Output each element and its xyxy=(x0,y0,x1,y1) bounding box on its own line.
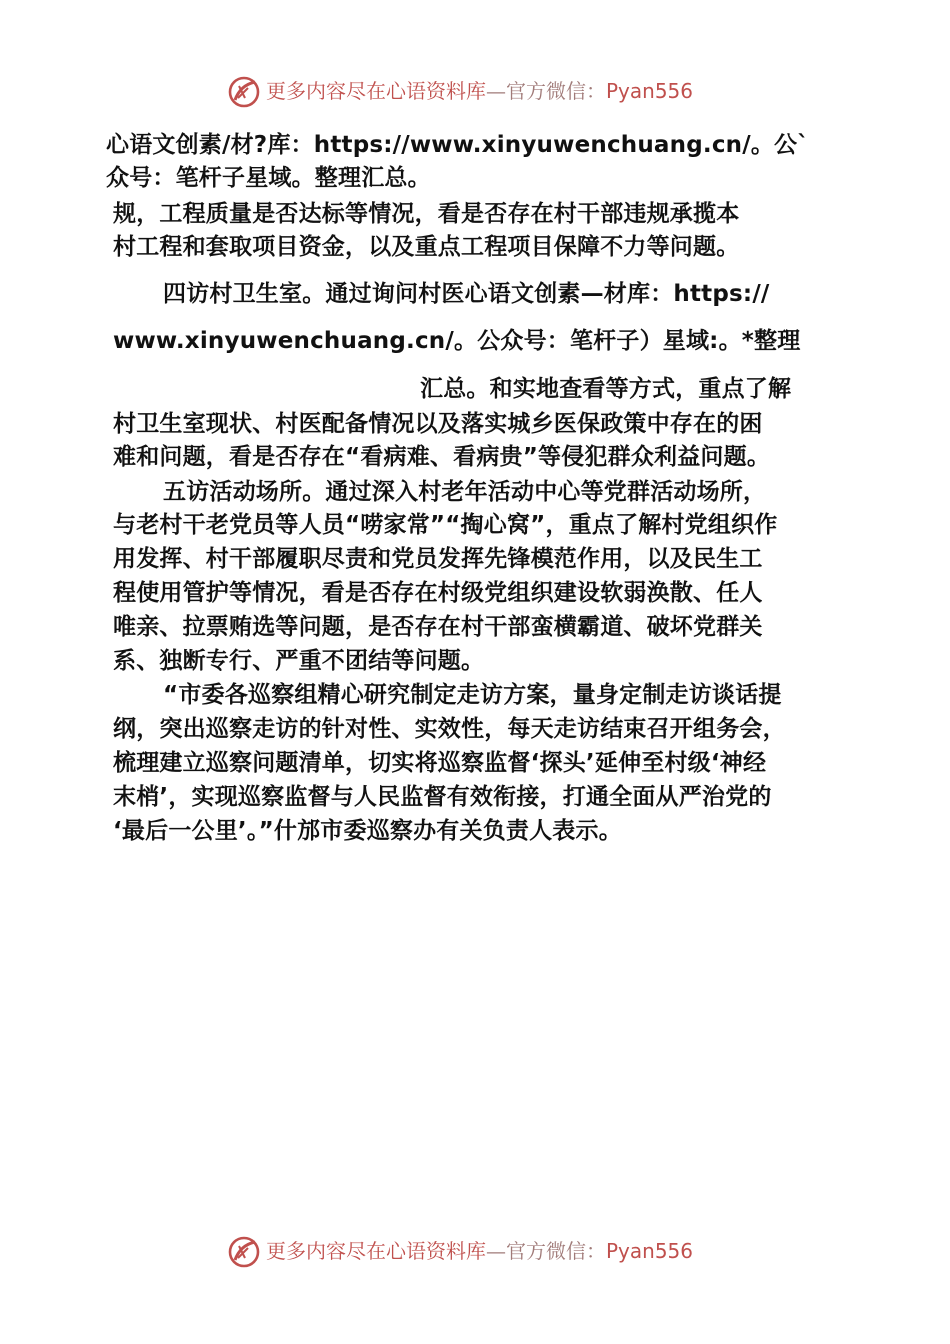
text-line: 汇总。和实地查看等方式，重点了解 xyxy=(420,376,792,402)
text-line: 程使用管护等情况，看是否存在村级党组织建设软弱涣散、任人 xyxy=(113,580,763,606)
watermark-separator: — xyxy=(486,1239,506,1263)
text-line: 村卫生室现状、村医配备情况以及落实城乡医保政策中存在的困 xyxy=(113,411,763,437)
logo-icon xyxy=(226,74,262,110)
text-line: 五访活动场所。通过深入村老年活动中心等党群活动场所， xyxy=(163,479,767,505)
text-line: 规，工程质量是否达标等情况，看是否存在村干部违规承揽本 xyxy=(113,201,740,227)
text-line: 与老村干老党员等人员“唠家常”“掏心窝”，重点了解村党组织作 xyxy=(113,512,778,538)
watermark-separator: — xyxy=(486,79,506,103)
watermark-text: 更多内容尽在心语资料库 xyxy=(266,1239,486,1263)
text-line: 心语文创素/材?库：https://www.xinyuwenchuang.cn/。公` xyxy=(106,132,809,158)
watermark-wechat-label: 官方微信： xyxy=(506,1239,606,1263)
watermark-header xyxy=(0,72,950,112)
text-line: 村工程和套取项目资金，以及重点工程项目保障不力等问题。 xyxy=(113,234,740,260)
text-line: www.xinyuwenchuang.cn/。公众号：笔杆子）星域:。*整理 xyxy=(113,328,801,354)
text-line: 末梢’，实现巡察监督与人民监督有效衔接，打通全面从严治党的 xyxy=(113,784,772,810)
watermark-wechat-id: Pyan556 xyxy=(606,79,694,103)
watermark-wechat-label: 官方微信： xyxy=(506,79,606,103)
text-line: 梳理建立巡察问题清单，切实将巡察监督‘探头’延伸至村级‘神经 xyxy=(113,750,767,776)
text-line: “市委各巡察组精心研究制定走访方案，量身定制走访谈话提 xyxy=(163,682,782,708)
watermark-text: 更多内容尽在心语资料库 xyxy=(266,79,486,103)
text-line: 众号：笔杆子星域。整理汇总。 xyxy=(106,165,431,191)
text-line: 用发挥、村干部履职尽责和党员发挥先锋模范作用，以及民生工 xyxy=(113,546,763,572)
watermark-footer xyxy=(0,1232,950,1272)
text-line: 难和问题，看是否存在“看病难、看病贵”等侵犯群众利益问题。 xyxy=(113,444,771,470)
text-line: ‘最后一公里’。”什邡市委巡察办有关负责人表示。 xyxy=(113,818,622,844)
text-line: 唯亲、拉票贿选等问题，是否存在村干部蛮横霸道、破坏党群关 xyxy=(113,614,763,640)
watermark-wechat-id: Pyan556 xyxy=(606,1239,694,1263)
text-line: 纲，突出巡察走访的针对性、实效性，每天走访结束召开组务会， xyxy=(113,716,786,742)
text-line: 系、独断专行、严重不团结等问题。 xyxy=(113,648,485,674)
text-line: 四访村卫生室。通过询问村医心语文创素—材库：https:// xyxy=(163,281,770,307)
logo-icon xyxy=(226,1234,262,1270)
